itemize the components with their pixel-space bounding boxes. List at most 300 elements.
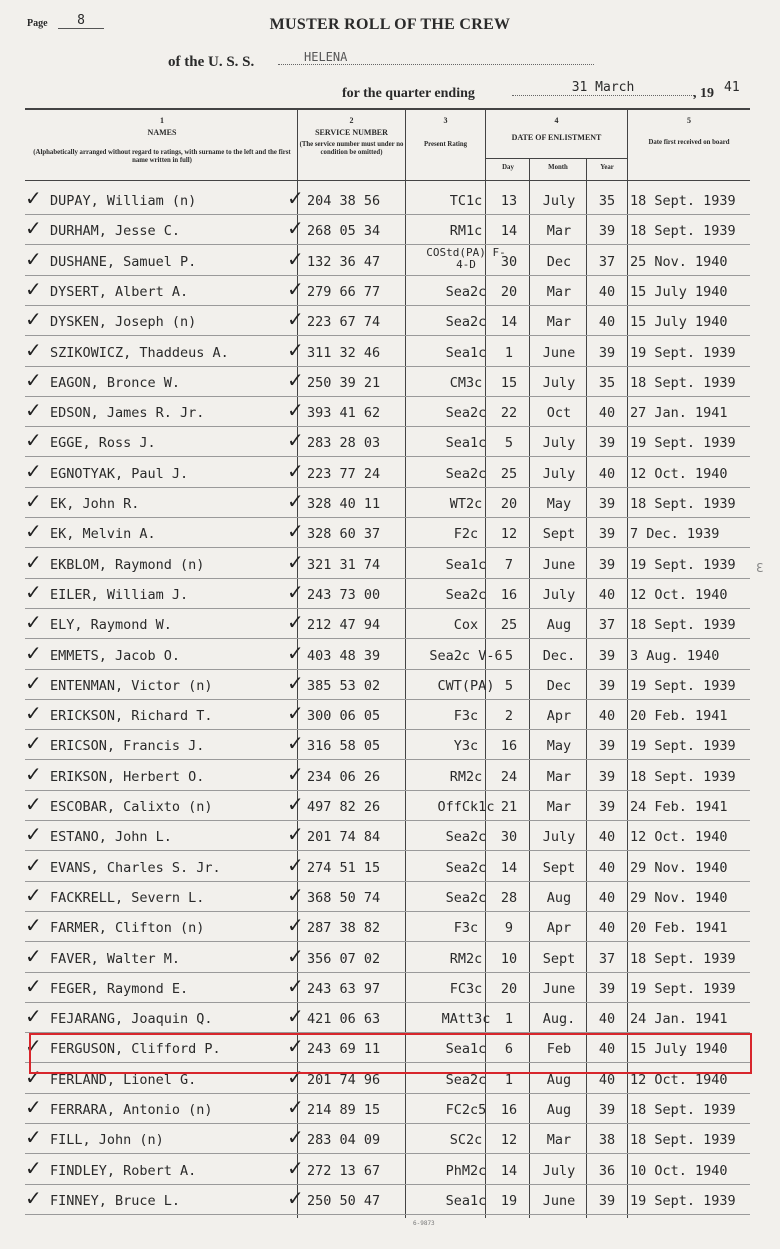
cell-month: Mar xyxy=(546,223,572,240)
cell-month: Mar xyxy=(546,314,572,331)
checkmark-icon: ✓ xyxy=(287,489,304,513)
cell-year: 40 xyxy=(598,586,616,603)
checkmark-icon: ✓ xyxy=(25,731,42,756)
checkmark-icon: ✓ xyxy=(287,307,304,332)
checkmark-icon: ✓ xyxy=(287,1034,304,1059)
cell-month: Aug xyxy=(546,617,572,634)
table-row xyxy=(25,548,750,579)
cell-year: 40 xyxy=(598,314,616,331)
cell-year: 39 xyxy=(598,647,616,664)
cell-year: 39 xyxy=(598,344,616,361)
cell-rating: Sea2c xyxy=(445,829,487,846)
cell-name: EGNOTYAK, Paul J. xyxy=(50,465,189,482)
cell-received: 19 Sept. 1939 xyxy=(630,344,736,361)
checkmark-icon: ✓ xyxy=(25,1004,42,1029)
cell-received: 15 July 1940 xyxy=(630,1041,728,1058)
cell-year: 40 xyxy=(598,1071,616,1088)
cell-year: 39 xyxy=(598,556,616,573)
cell-name: FERLAND, Lionel G. xyxy=(50,1071,197,1088)
cell-year: 39 xyxy=(598,496,616,512)
cell-name: EDSON, James R. Jr. xyxy=(50,405,205,422)
cell-service: 283 04 09 xyxy=(307,1132,381,1149)
table-row xyxy=(25,487,750,518)
checkmark-icon: ✓ xyxy=(287,549,304,574)
checkmark-icon: ✓ xyxy=(287,216,304,241)
cell-day: 1 xyxy=(504,1071,514,1088)
cell-year: 39 xyxy=(598,1192,616,1209)
cell-day: 13 xyxy=(500,193,518,209)
cell-day: 1 xyxy=(504,344,514,361)
cell-year: 37 xyxy=(598,253,616,270)
cell-service: 250 50 47 xyxy=(307,1192,381,1209)
cell-name: ERICSON, Francis J. xyxy=(50,738,205,755)
cell-name: ESCOBAR, Calixto (n) xyxy=(50,799,213,815)
cell-rating: Sea2c xyxy=(445,1071,487,1088)
cell-year: 40 xyxy=(598,1041,616,1058)
cell-month: Sept xyxy=(542,526,576,543)
checkmark-icon: ✓ xyxy=(25,701,42,726)
table-row xyxy=(25,1184,750,1215)
cell-service: 316 58 05 xyxy=(307,738,381,755)
cell-received: 19 Sept. 1939 xyxy=(630,435,736,452)
cell-service: 421 06 63 xyxy=(307,1011,381,1028)
table-top-rule xyxy=(25,108,750,110)
cell-name: DYSKEN, Joseph (n) xyxy=(50,314,197,331)
table-row xyxy=(25,1154,750,1185)
cell-month: Mar xyxy=(546,799,572,815)
cell-year: 39 xyxy=(598,799,616,815)
checkmark-icon: ✓ xyxy=(25,792,42,816)
table-row xyxy=(25,669,750,700)
cell-rating: Sea2c xyxy=(445,465,487,482)
checkmark-icon: ✓ xyxy=(287,701,304,726)
cell-month: Aug xyxy=(546,1102,572,1118)
checkmark-icon: ✓ xyxy=(25,1095,42,1119)
cell-month: Sept xyxy=(542,950,576,967)
checkmark-icon: ✓ xyxy=(287,913,304,938)
header-enlistment xyxy=(487,116,626,142)
ship-name: HELENA xyxy=(278,50,594,65)
cell-year: 39 xyxy=(598,980,616,997)
table-row xyxy=(25,275,750,306)
cell-month: Dec. xyxy=(542,647,576,664)
cell-day: 24 xyxy=(500,768,518,785)
cell-month: Feb xyxy=(546,1041,572,1058)
cell-received: 25 Nov. 1940 xyxy=(630,253,728,270)
cell-rating: Sea2c V-6 xyxy=(429,647,503,664)
cell-received: 19 Sept. 1939 xyxy=(630,980,736,997)
checkmark-icon: ✓ xyxy=(287,1095,304,1119)
checkmark-icon: ✓ xyxy=(287,276,304,301)
cell-rating: FC2c5 xyxy=(445,1102,487,1118)
checkmark-icon: ✓ xyxy=(25,246,42,271)
cell-month: July xyxy=(542,465,576,482)
cell-year: 36 xyxy=(598,1162,616,1179)
cell-month: Dec xyxy=(546,253,572,270)
cell-day: 5 xyxy=(504,647,514,664)
margin-mark: ℇ xyxy=(756,561,764,575)
checkmark-icon: ✓ xyxy=(287,398,304,423)
checkmark-icon: ✓ xyxy=(25,670,42,695)
checkmark-icon: ✓ xyxy=(25,458,42,483)
table-row xyxy=(25,972,750,1003)
header-enlistment-title: DATE OF ENLISTMENT xyxy=(511,133,602,143)
cell-year: 39 xyxy=(598,223,616,240)
checkmark-icon: ✓ xyxy=(25,216,42,241)
cell-service: 274 51 15 xyxy=(307,859,381,876)
cell-name: DUPAY, William (n) xyxy=(50,193,197,209)
cell-received: 18 Sept. 1939 xyxy=(630,950,736,967)
cell-name: EKBLOM, Raymond (n) xyxy=(50,556,205,573)
cell-day: 6 xyxy=(504,1041,514,1058)
cell-service: 132 36 47 xyxy=(307,253,381,270)
cell-received: 24 Jan. 1941 xyxy=(630,1011,728,1028)
cell-name: SZIKOWICZ, Thaddeus A. xyxy=(50,344,229,361)
checkmark-icon: ✓ xyxy=(25,489,42,513)
checkmark-icon: ✓ xyxy=(287,761,304,786)
checkmark-icon: ✓ xyxy=(287,640,304,665)
cell-year: 35 xyxy=(598,193,616,209)
cell-service: 204 38 56 xyxy=(307,193,381,209)
cell-received: 15 July 1940 xyxy=(630,314,728,331)
cell-year: 39 xyxy=(598,526,616,543)
cell-day: 16 xyxy=(500,1102,518,1118)
cell-rating: F3c xyxy=(453,920,479,937)
checkmark-icon: ✓ xyxy=(287,1004,304,1029)
cell-name: FARMER, Clifton (n) xyxy=(50,920,205,937)
cell-year: 38 xyxy=(598,1132,616,1149)
cell-service: 223 67 74 xyxy=(307,314,381,331)
cell-day: 9 xyxy=(504,920,514,937)
cell-year: 40 xyxy=(598,1011,616,1028)
table-row xyxy=(25,396,750,427)
cell-name: EK, Melvin A. xyxy=(50,526,156,543)
cell-received: 10 Oct. 1940 xyxy=(630,1162,728,1179)
cell-name: FACKRELL, Severn L. xyxy=(50,889,205,906)
cell-received: 18 Sept. 1939 xyxy=(630,496,736,512)
checkmark-icon: ✓ xyxy=(287,943,304,968)
cell-day: 12 xyxy=(500,526,518,543)
cell-month: May xyxy=(546,738,572,755)
checkmark-icon: ✓ xyxy=(25,307,42,332)
table-row xyxy=(25,881,750,912)
checkmark-icon: ✓ xyxy=(25,913,42,938)
cell-day: 7 xyxy=(504,556,514,573)
checkmark-icon: ✓ xyxy=(287,610,304,635)
checkmark-icon: ✓ xyxy=(25,822,42,847)
cell-name: FEJARANG, Joaquin Q. xyxy=(50,1011,213,1028)
cell-rating: F2c xyxy=(453,526,479,543)
ship-label: of the U. S. S. xyxy=(168,54,255,70)
cell-rating: OffCk1c xyxy=(437,799,495,815)
cell-rating: Sea1c xyxy=(445,1041,487,1058)
table-row xyxy=(25,457,750,488)
cell-year: 39 xyxy=(598,768,616,785)
cell-service: 356 07 02 xyxy=(307,950,381,967)
cell-day: 16 xyxy=(500,738,518,755)
cell-day: 30 xyxy=(500,829,518,846)
cell-day: 30 xyxy=(500,253,518,270)
cell-rating: CM3c xyxy=(449,374,483,391)
document-title: MUSTER ROLL OF THE CREW xyxy=(269,16,511,33)
cell-month: May xyxy=(546,496,572,512)
cell-year: 39 xyxy=(598,1102,616,1118)
checkmark-icon: ✓ xyxy=(25,761,42,786)
cell-month: July xyxy=(542,193,576,209)
cell-name: FILL, John (n) xyxy=(50,1132,164,1149)
table-row xyxy=(25,184,750,215)
cell-month: July xyxy=(542,829,576,846)
cell-rating: Sea2c xyxy=(445,859,487,876)
header-names-num: 1 xyxy=(160,116,164,125)
table-row xyxy=(25,366,750,397)
page-number: 8 xyxy=(58,13,104,29)
checkmark-icon: ✓ xyxy=(25,882,42,907)
form-number: 6-9873 xyxy=(413,1220,435,1227)
checkmark-icon: ✓ xyxy=(25,428,42,453)
table-row xyxy=(25,911,750,942)
checkmark-icon: ✓ xyxy=(287,519,304,544)
cell-day: 28 xyxy=(500,889,518,906)
cell-service: 328 60 37 xyxy=(307,526,381,543)
cell-received: 12 Oct. 1940 xyxy=(630,465,728,482)
cell-day: 25 xyxy=(500,465,518,482)
cell-name: FINNEY, Bruce L. xyxy=(50,1192,181,1209)
cell-name: DUSHANE, Samuel P. xyxy=(50,253,197,270)
cell-month: Mar xyxy=(546,1132,572,1149)
cell-name: ESTANO, John L. xyxy=(50,829,172,846)
cell-day: 19 xyxy=(500,1192,518,1209)
year-suffix: 41 xyxy=(724,80,740,95)
cell-rating: Sea2c xyxy=(445,405,487,422)
checkmark-icon: ✓ xyxy=(25,276,42,301)
header-rating xyxy=(407,116,484,149)
checkmark-icon: ✓ xyxy=(287,458,304,483)
table-row xyxy=(25,1002,750,1033)
cell-rating: FC3c xyxy=(449,980,483,997)
cell-rating: RM1c xyxy=(449,223,483,240)
cell-rating: Sea1c xyxy=(445,344,487,361)
cell-name: EILER, William J. xyxy=(50,586,189,603)
cell-month: Dec xyxy=(546,677,572,694)
cell-day: 22 xyxy=(500,405,518,422)
checkmark-icon: ✓ xyxy=(287,882,304,907)
cell-name: ENTENMAN, Victor (n) xyxy=(50,677,213,694)
cell-rating: MAtt3c xyxy=(441,1011,491,1028)
cell-month: July xyxy=(542,374,576,391)
checkmark-icon: ✓ xyxy=(287,1064,304,1089)
header-names xyxy=(28,116,296,165)
cell-service: 214 89 15 xyxy=(307,1102,381,1118)
checkmark-icon: ✓ xyxy=(25,519,42,544)
cell-rating: CWT(PA) xyxy=(437,677,495,694)
cell-year: 40 xyxy=(598,708,616,725)
cell-name: FERRARA, Antonio (n) xyxy=(50,1102,213,1118)
quarter-date: 31 March xyxy=(512,80,694,96)
cell-month: Apr xyxy=(546,920,572,937)
checkmark-icon: ✓ xyxy=(25,186,42,210)
table-row xyxy=(25,639,750,670)
table-row xyxy=(25,426,750,457)
table-row xyxy=(25,305,750,336)
cell-received: 18 Sept. 1939 xyxy=(630,768,736,785)
checkmark-icon: ✓ xyxy=(25,549,42,574)
cell-rating: Sea2c xyxy=(445,283,487,300)
table-row xyxy=(25,578,750,609)
cell-rating: PhM2c xyxy=(445,1162,487,1179)
checkmark-icon: ✓ xyxy=(287,246,304,271)
cell-service: 403 48 39 xyxy=(307,647,381,664)
cell-year: 40 xyxy=(598,920,616,937)
cell-year: 35 xyxy=(598,374,616,391)
cell-service: 243 73 00 xyxy=(307,586,381,603)
cell-rating: Sea1c xyxy=(445,556,487,573)
cell-received: 19 Sept. 1939 xyxy=(630,738,736,755)
enlistment-subrule xyxy=(485,158,627,159)
checkmark-icon: ✓ xyxy=(25,1155,42,1180)
cell-day: 25 xyxy=(500,617,518,634)
cell-service: 321 31 74 xyxy=(307,556,381,573)
cell-month: Aug xyxy=(546,1071,572,1088)
cell-rating: Sea1c xyxy=(445,435,487,452)
cell-name: EAGON, Bronce W. xyxy=(50,374,181,391)
cell-received: 29 Nov. 1940 xyxy=(630,859,728,876)
cell-month: June xyxy=(542,556,576,573)
cell-month: July xyxy=(542,1162,576,1179)
cell-service: 328 40 11 xyxy=(307,496,381,512)
checkmark-icon: ✓ xyxy=(287,186,304,210)
checkmark-icon: ✓ xyxy=(25,1034,42,1059)
header-service-title: SERVICE NUMBER xyxy=(315,128,388,138)
cell-month: June xyxy=(542,344,576,361)
checkmark-icon: ✓ xyxy=(287,670,304,695)
cell-name: EK, John R. xyxy=(50,496,140,512)
cell-name: FERGUSON, Clifford P. xyxy=(50,1041,221,1058)
cell-day: 5 xyxy=(504,677,514,694)
cell-service: 250 39 21 xyxy=(307,374,381,391)
cell-day: 1 xyxy=(504,1011,514,1028)
cell-name: FAVER, Walter M. xyxy=(50,950,181,967)
cell-service: 272 13 67 xyxy=(307,1162,381,1179)
checkmark-icon: ✓ xyxy=(287,822,304,847)
checkmark-icon: ✓ xyxy=(25,1125,42,1150)
cell-day: 16 xyxy=(500,586,518,603)
table-row xyxy=(25,790,750,821)
cell-service: 300 06 05 xyxy=(307,708,381,725)
cell-received: 19 Sept. 1939 xyxy=(630,1192,736,1209)
cell-year: 40 xyxy=(598,889,616,906)
cell-year: 37 xyxy=(598,617,616,634)
cell-name: ELY, Raymond W. xyxy=(50,617,172,634)
cell-received: 12 Oct. 1940 xyxy=(630,829,728,846)
cell-rating: Sea2c xyxy=(445,586,487,603)
cell-month: July xyxy=(542,435,576,452)
table-row xyxy=(25,942,750,973)
table-row xyxy=(25,1123,750,1154)
cell-rating: Sea1c xyxy=(445,1192,487,1209)
cell-received: 18 Sept. 1939 xyxy=(630,617,736,634)
cell-rating: RM2c xyxy=(449,768,483,785)
cell-received: 18 Sept. 1939 xyxy=(630,374,736,391)
cell-year: 39 xyxy=(598,677,616,694)
cell-name: EMMETS, Jacob O. xyxy=(50,647,181,664)
cell-received: 19 Sept. 1939 xyxy=(630,677,736,694)
checkmark-icon: ✓ xyxy=(25,367,42,392)
cell-month: Sept xyxy=(542,859,576,876)
cell-service: 497 82 26 xyxy=(307,799,381,815)
cell-received: 19 Sept. 1939 xyxy=(630,556,736,573)
cell-month: Mar xyxy=(546,768,572,785)
cell-name: FEGER, Raymond E. xyxy=(50,980,189,997)
cell-received: 7 Dec. 1939 xyxy=(630,526,720,543)
header-received-title: Date first received on board xyxy=(648,139,730,147)
cell-received: 12 Oct. 1940 xyxy=(630,586,728,603)
table-row xyxy=(25,1093,750,1124)
checkmark-icon: ✓ xyxy=(287,973,304,998)
header-received xyxy=(629,116,749,147)
highlighted-row-box xyxy=(29,1033,752,1074)
cell-day: 14 xyxy=(500,859,518,876)
cell-rating: Sea2c xyxy=(445,314,487,331)
cell-day: 14 xyxy=(500,314,518,331)
cell-rating: RM2c xyxy=(449,950,483,967)
checkmark-icon: ✓ xyxy=(25,1064,42,1089)
table-row xyxy=(25,517,750,548)
cell-service: 268 05 34 xyxy=(307,223,381,240)
cell-rating: Sea2c xyxy=(445,889,487,906)
cell-year: 37 xyxy=(598,950,616,967)
cell-name: ERICKSON, Richard T. xyxy=(50,708,213,725)
header-service-note: (The service number must under no condition be omitted) xyxy=(299,141,404,157)
checkmark-icon: ✓ xyxy=(25,398,42,423)
table-row xyxy=(25,820,750,851)
table-row xyxy=(25,214,750,245)
quarter-label: for the quarter ending xyxy=(342,86,475,101)
cell-received: 29 Nov. 1940 xyxy=(630,889,728,906)
header-rating-title: Present Rating xyxy=(423,141,468,149)
header-year: Year xyxy=(600,164,614,171)
cell-name: EVANS, Charles S. Jr. xyxy=(50,859,221,876)
cell-month: July xyxy=(542,586,576,603)
cell-service: 243 69 11 xyxy=(307,1041,381,1058)
cell-day: 21 xyxy=(500,799,518,815)
cell-received: 24 Feb. 1941 xyxy=(630,799,728,815)
cell-received: 18 Sept. 1939 xyxy=(630,223,736,240)
checkmark-icon: ✓ xyxy=(287,1155,304,1180)
checkmark-icon: ✓ xyxy=(25,579,42,604)
header-names-note: (Alphabetically arranged without regard to ratings, with surname to the left and the first name written in full) xyxy=(33,149,291,165)
checkmark-icon: ✓ xyxy=(287,579,304,604)
cell-name: ERIKSON, Herbert O. xyxy=(50,768,205,785)
cell-day: 20 xyxy=(500,496,518,512)
checkmark-icon: ✓ xyxy=(287,731,304,756)
checkmark-icon: ✓ xyxy=(25,943,42,968)
cell-rating: SC2c xyxy=(449,1132,483,1149)
checkmark-icon: ✓ xyxy=(287,852,304,877)
checkmark-icon: ✓ xyxy=(25,973,42,998)
cell-day: 20 xyxy=(500,980,518,997)
checkmark-icon: ✓ xyxy=(287,428,304,453)
cell-year: 40 xyxy=(598,859,616,876)
header-month: Month xyxy=(548,164,568,171)
cell-service: 234 06 26 xyxy=(307,768,381,785)
page-label: Page xyxy=(27,18,48,29)
cell-rating: TC1c xyxy=(449,193,483,209)
cell-year: 40 xyxy=(598,829,616,846)
cell-received: 18 Sept. 1939 xyxy=(630,193,736,209)
cell-year: 39 xyxy=(598,738,616,755)
table-row xyxy=(25,760,750,791)
